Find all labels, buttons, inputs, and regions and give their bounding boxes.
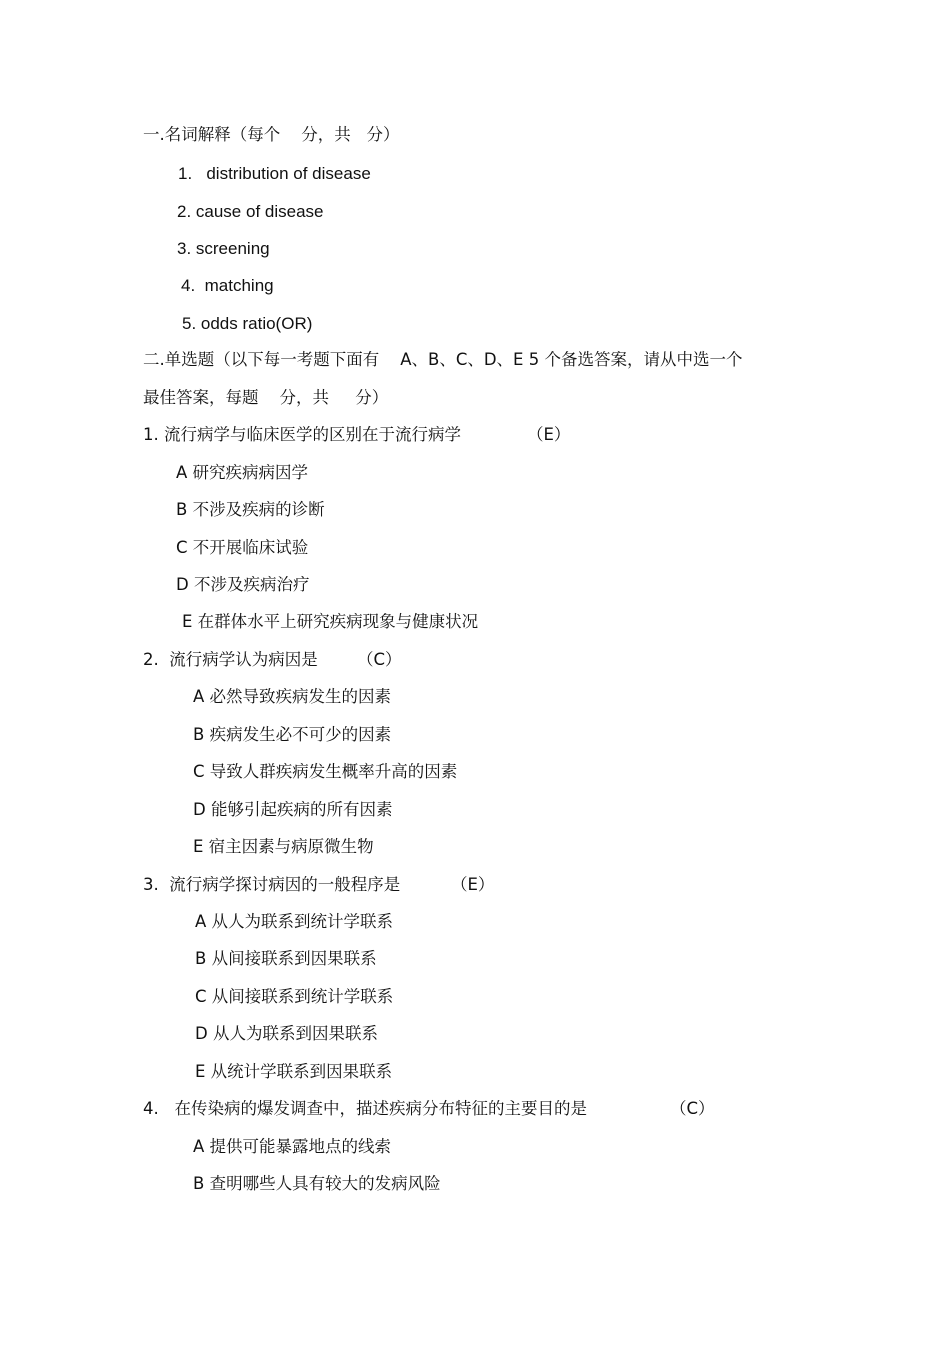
term-item: 2. cause of disease	[177, 202, 324, 221]
question-answer: （E）	[451, 875, 495, 894]
question-option: A 必然导致疾病发生的因素	[193, 687, 392, 706]
question-option: D 不涉及疾病治疗	[176, 575, 310, 594]
section-heading-terms: 一.名词解释（每个 分，共 分）	[143, 125, 400, 144]
question-option: D 从人为联系到因果联系	[195, 1024, 378, 1043]
question-option: C 导致人群疾病发生概率升高的因素	[193, 762, 458, 781]
question-option: E 宿主因素与病原微生物	[193, 837, 374, 856]
question-option: A 从人为联系到统计学联系	[195, 912, 394, 931]
question-stem: 1. 流行病学与临床医学的区别在于流行病学	[143, 425, 461, 444]
term-item: 4. matching	[181, 276, 274, 295]
question-option: E 在群体水平上研究疾病现象与健康状况	[182, 612, 479, 631]
question-option: D 能够引起疾病的所有因素	[193, 800, 393, 819]
question-stem: 2. 流行病学认为病因是	[143, 650, 318, 669]
question-answer: （C）	[670, 1099, 715, 1118]
question-option: B 查明哪些人具有较大的发病风险	[193, 1174, 441, 1193]
question-option: A 研究疾病病因学	[176, 463, 309, 482]
term-item: 5. odds ratio(OR)	[182, 314, 313, 333]
question-option: A 提供可能暴露地点的线索	[193, 1137, 392, 1156]
question-option: B 从间接联系到因果联系	[195, 949, 377, 968]
question-answer: （E）	[527, 425, 571, 444]
question-option: B 疾病发生必不可少的因素	[193, 725, 392, 744]
question-stem: 4. 在传染病的爆发调查中，描述疾病分布特征的主要目的是	[143, 1099, 587, 1118]
question-option: B 不涉及疾病的诊断	[176, 500, 325, 519]
term-item: 1. distribution of disease	[178, 164, 371, 183]
question-stem: 3. 流行病学探讨病因的一般程序是	[143, 875, 401, 894]
section-heading-single-choice-cont: 最佳答案，每题 分，共 分）	[143, 388, 389, 407]
section-heading-single-choice: 二.单选题（以下每一考题下面有 A、B、C、D、E 5 个备选答案，请从中选一个	[143, 350, 743, 369]
question-option: C 从间接联系到统计学联系	[195, 987, 394, 1006]
term-item: 3. screening	[177, 239, 270, 258]
question-option: E 从统计学联系到因果联系	[195, 1062, 393, 1081]
question-answer: （C）	[357, 650, 402, 669]
question-option: C 不开展临床试验	[176, 538, 309, 557]
